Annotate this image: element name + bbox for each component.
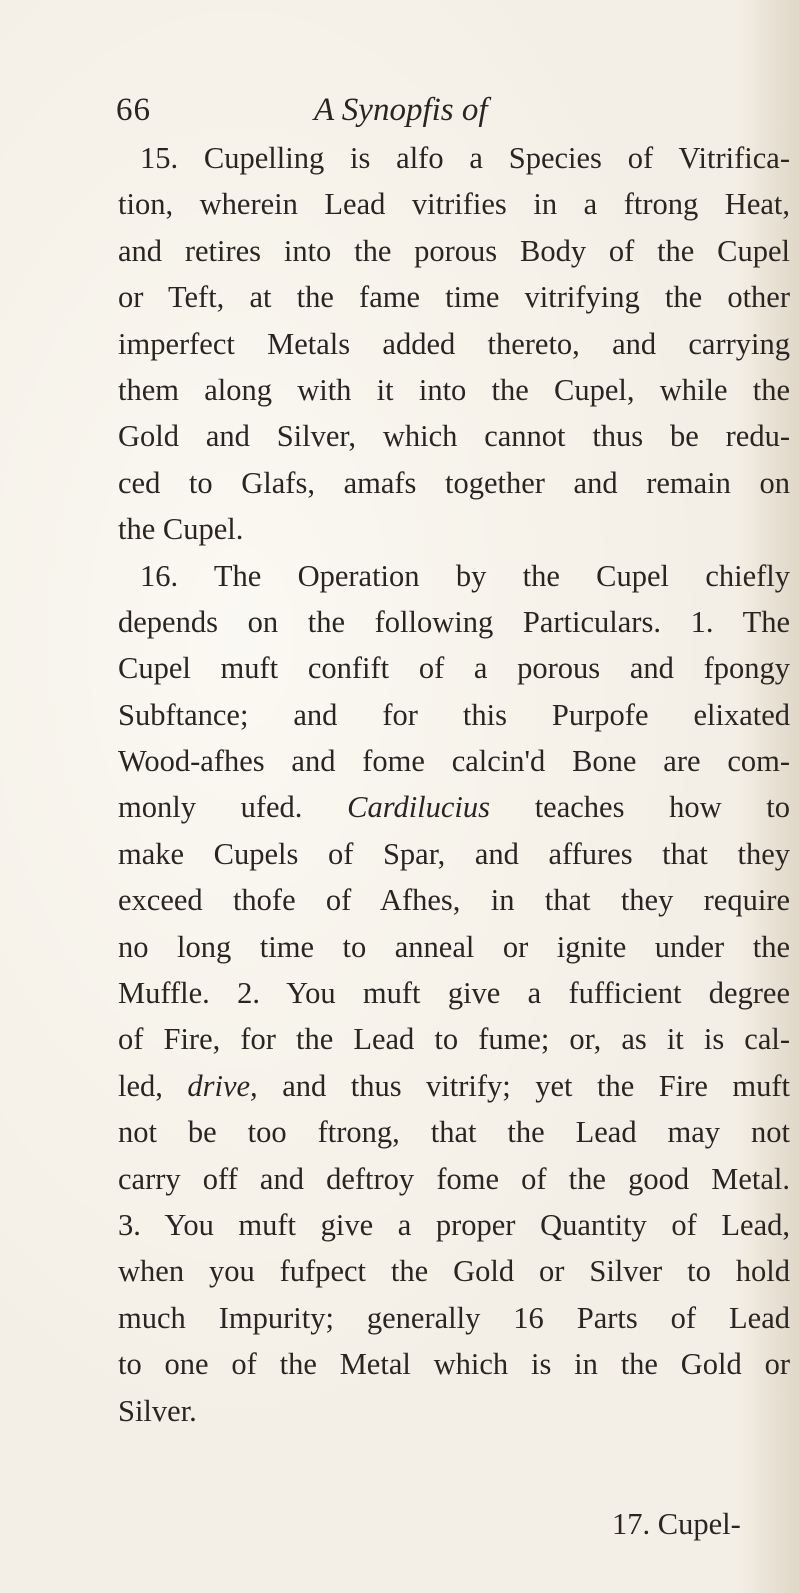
text-line: not be too ftrong, that the Lead may not: [118, 1115, 790, 1150]
text-line: Silver.: [118, 1393, 197, 1428]
author-name-italic: Cardilucius: [347, 790, 491, 825]
text-segment: and thus vitrify; yet the Fire muft: [282, 1068, 790, 1103]
text-line: of Fire, for the Lead to fume; or, as it is cal-: [118, 1022, 790, 1057]
text-line: when you fufpect the Gold or Silver to hold: [118, 1254, 790, 1289]
text-line: or Teft, at the fame time vitrifying the other: [118, 280, 790, 315]
text-line: Muffle. 2. You muft give a fufficient degree: [118, 976, 790, 1011]
text-line: the Cupel.: [118, 512, 244, 547]
text-line: 16. The Operation by the Cupel chiefly: [140, 558, 790, 593]
text-segment: teaches how to: [534, 790, 791, 825]
catchword: 17. Cupel-: [612, 1507, 741, 1541]
text-line: [118, 784, 790, 830]
text-line: 3. You muft give a proper Quantity of Lead,: [118, 1207, 790, 1242]
text-line: and retires into the porous Body of the Cupel: [118, 233, 790, 268]
text-line: make Cupels of Spar, and affures that they: [118, 836, 790, 871]
text-segment: monly ufed.: [118, 790, 303, 825]
text-line: ced to Glafs, amafs together and remain on: [118, 465, 790, 500]
text-line: [118, 1063, 790, 1109]
text-segment: led,: [118, 1068, 163, 1103]
text-line: no long time to anneal or ignite under the: [118, 929, 790, 964]
text-line: imperfect Metals added thereto, and carrying: [118, 326, 790, 361]
text-line: carry off and deftroy fome of the good Metal.: [118, 1161, 790, 1196]
text-line: them along with it into the Cupel, while the: [118, 372, 790, 407]
text-line: depends on the following Particulars. 1. The: [118, 604, 790, 639]
text-line: Gold and Silver, which cannot thus be redu-: [118, 419, 790, 454]
page-number: 66: [116, 92, 151, 128]
text-line: Cupel muft confift of a porous and fpongy: [118, 651, 790, 686]
text-line: much Impurity; generally 16 Parts of Lead: [118, 1300, 790, 1335]
text-line: tion, wherein Lead vitrifies in a ftrong Heat,: [118, 187, 790, 222]
text-line: Wood-afhes and fome calcin'd Bone are com-: [118, 744, 790, 779]
running-title: A Synopfis of: [314, 92, 488, 128]
text-line: to one of the Metal which is in the Gold or: [118, 1347, 790, 1382]
text-line: Subftance; and for this Purpofe elixated: [118, 697, 790, 732]
body-text: [118, 135, 790, 1434]
text-line: exceed thofe of Afhes, in that they require: [118, 883, 790, 918]
term-italic: drive,: [187, 1068, 258, 1103]
text-line: 15. Cupelling is alfo a Species of Vitrifica-: [140, 141, 790, 175]
